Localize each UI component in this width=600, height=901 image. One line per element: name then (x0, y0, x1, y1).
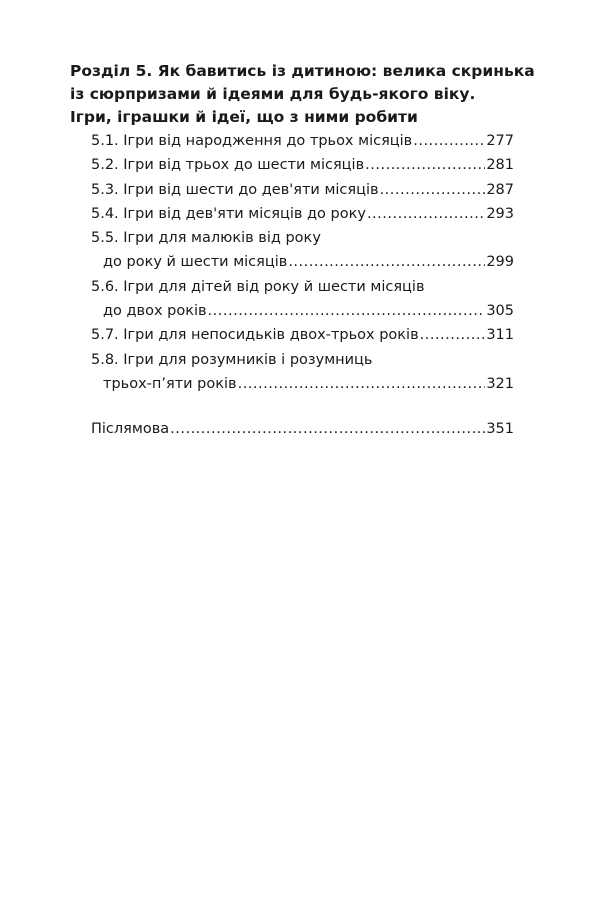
toc-afterword (91, 417, 514, 441)
toc-entry-page: 311 (486, 327, 514, 344)
toc-entry-title-continued: до року й шести місяців (103, 254, 288, 271)
chapter-title (70, 60, 535, 129)
toc-entry-title-continued: до двох років (103, 303, 207, 320)
toc-entry (91, 129, 514, 153)
leader-dots (365, 153, 485, 177)
toc-entry-title: 5.5. Ігри для малюків від року (91, 230, 321, 247)
toc-entry (91, 153, 514, 177)
toc-entry-title: 5.7. Ігри для непосидьків двох-трьох років (91, 327, 419, 344)
toc-entry-page: 321 (486, 375, 514, 392)
leader-dots (170, 417, 485, 441)
toc-entry (91, 417, 514, 441)
toc-entry-page: 277 (486, 133, 514, 149)
toc-entry-page: 287 (486, 181, 514, 198)
leader-dots (420, 323, 486, 347)
toc-entry (91, 323, 514, 347)
toc-entry-page: 299 (486, 254, 514, 271)
chapter-title-line: із сюрпризами й ідеями для будь-якого віку. (70, 85, 476, 103)
toc-entry-title: 5.6. Ігри для дітей від року й шести місяців (91, 278, 425, 295)
leader-dots (288, 250, 485, 274)
leader-dots (380, 178, 486, 202)
toc-entry-first-line (91, 226, 514, 250)
toc-entry-title: 5.2. Ігри від трьох до шести місяців (91, 157, 365, 174)
toc-entry-title: 5.4. Ігри від дев'яти місяців до року (91, 205, 366, 222)
leader-dots (413, 129, 485, 153)
afterword-title: Післямова (91, 421, 170, 437)
toc-entry (91, 202, 514, 226)
toc-entry-title: 5.1. Ігри від народження до трьох місяців (91, 133, 413, 149)
toc-entry-first-line (91, 348, 514, 372)
toc-entry-first-line (91, 275, 514, 299)
table-of-contents (91, 129, 514, 396)
toc-entry-title: 5.8. Ігри для розумників і розумниць (91, 351, 373, 368)
toc-entry (91, 250, 514, 274)
afterword-page: 351 (486, 421, 514, 437)
toc-entry (91, 372, 514, 396)
leader-dots (238, 372, 486, 396)
toc-entry (91, 299, 514, 323)
leader-dots (367, 202, 485, 226)
toc-entry-title: 5.3. Ігри від шести до дев'яти місяців (91, 181, 379, 198)
toc-entry (91, 178, 514, 202)
chapter-title-line: Ігри, іграшки й ідеї, що з ними робити (70, 108, 418, 126)
leader-dots (208, 299, 486, 323)
toc-entry-page: 305 (486, 303, 514, 320)
toc-entry-page: 293 (486, 205, 514, 222)
toc-entry-title-continued: трьох-п’яти років (103, 375, 237, 392)
toc-entry-page: 281 (486, 157, 514, 174)
chapter-title-line: Розділ 5. Як бавитись із дитиною: велика скринька (70, 62, 535, 80)
